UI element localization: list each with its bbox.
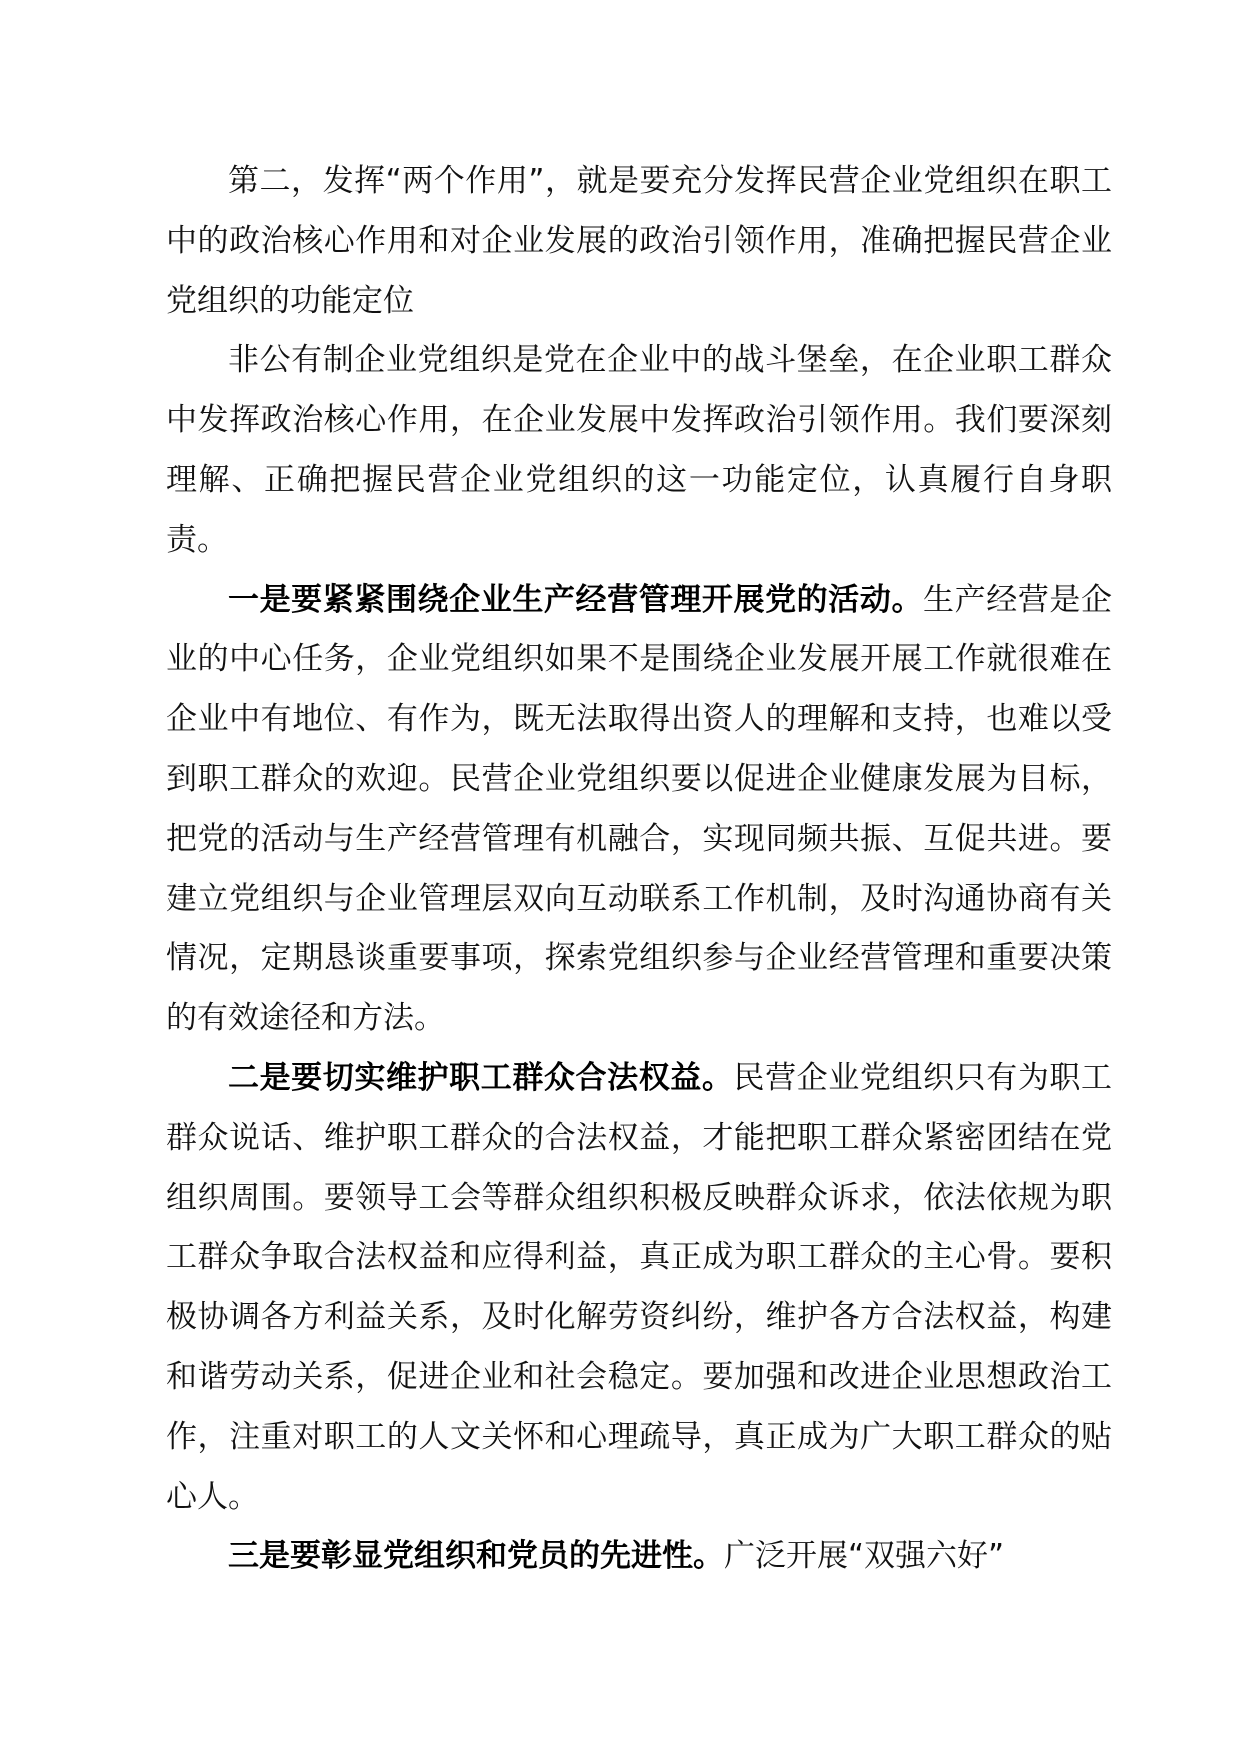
document-page [166, 152, 1112, 1587]
point-lead-2: 二是要切实维护职工群众合法权益。 [228, 1059, 734, 1096]
point-paragraph-1 [166, 571, 1112, 1049]
point-body-3: 广泛开展“双强六好” [724, 1538, 1005, 1575]
point-paragraph-2 [166, 1049, 1112, 1527]
point-paragraph-3 [166, 1527, 1112, 1587]
intro-paragraph: 非公有制企业党组织是党在企业中的战斗堡垒，在企业职工群众中发挥政治核心作用，在企业发展中发挥政治引领作用。我们要深刻理解、正确把握民营企业党组织的这一功能定位，认真履行自身职责。 [166, 342, 1112, 558]
point-body-1: 生产经营是企业的中心任务，企业党组织如果不是围绕企业发展开展工作就很难在企业中有地位、有作为，既无法取得出资人的理解和支持，也难以受到职工群众的欢迎。民营企业党组织要以促进企业健康发展为目标，把党的活动与生产经营管理有机融合，实现同频共振、互促共进。要建立党组织与企业管理层双向互动联系工作机制，及时沟通协商有关情况，定期恳谈重要事项，探索党组织参与企业经营管理和重要决策的有效途径和方法。 [166, 581, 1113, 1037]
point-body-2: 民营企业党组织只有为职工群众说话、维护职工群众的合法权益，才能把职工群众紧密团结在党组织周围。要领导工会等群众组织积极反映群众诉求，依法依规为职工群众争取合法权益和应得利益，真正成为职工群众的主心骨。要积极协调各方利益关系，及时化解劳资纠纷，维护各方合法权益，构建和谐劳动关系，促进企业和社会稳定。要加强和改进企业思想政治工作，注重对职工的人文关怀和心理疏导，真正成为广大职工群众的贴心人。 [166, 1059, 1113, 1515]
point-lead-3: 三是要彰显党组织和党员的先进性。 [228, 1538, 724, 1575]
section-heading: 第二，发挥“两个作用”，就是要充分发挥民营企业党组织在职工中的政治核心作用和对企业发展的政治引领作用，准确把握民营企业党组织的功能定位 [166, 163, 1112, 319]
point-lead-1: 一是要紧紧围绕企业生产经营管理开展党的活动。 [228, 581, 924, 618]
